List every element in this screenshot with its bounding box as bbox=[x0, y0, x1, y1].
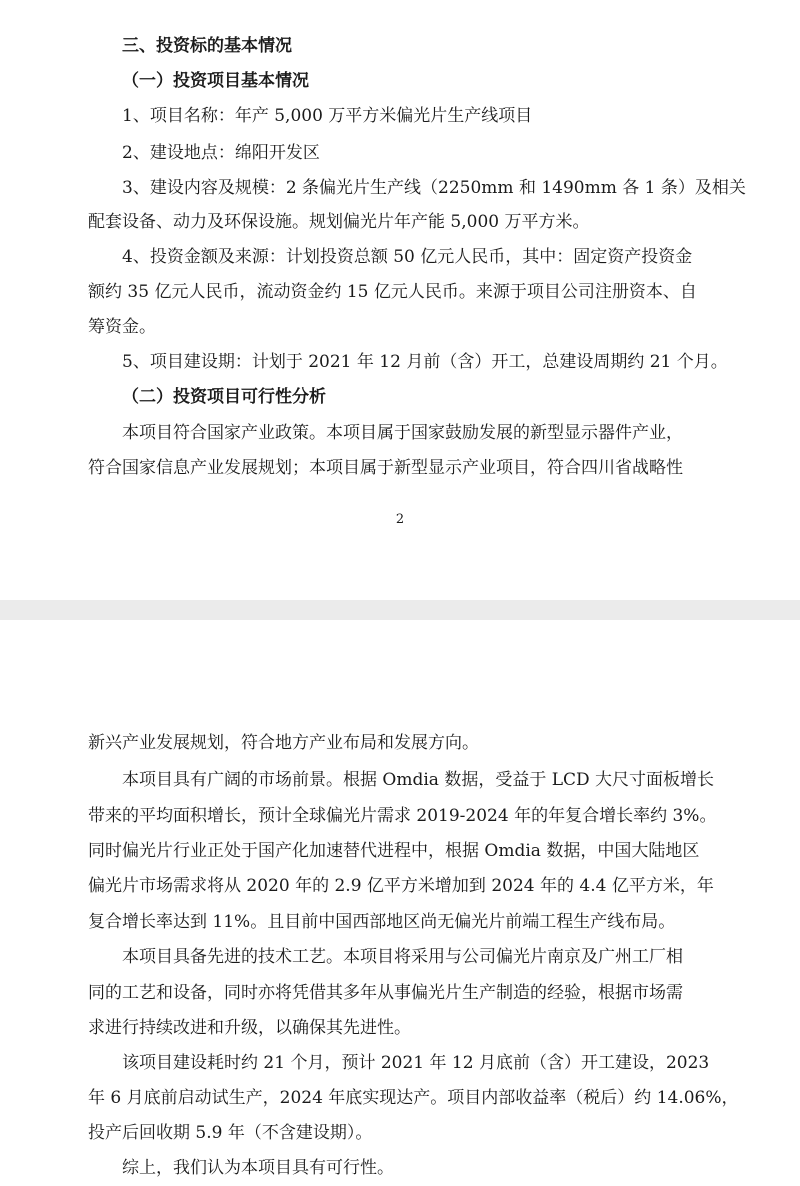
text-line: 本项目具备先进的技术工艺。本项目将采用与公司偏光片南京及广州工厂相 bbox=[122, 947, 683, 967]
text-line: 同时偏光片行业正处于国产化加速替代进程中，根据 Omdia 数据，中国大陆地区 bbox=[88, 841, 700, 861]
text-line: 带来的平均面积增长，预计全球偏光片需求 2019-2024 年的年复合增长率约 3%。 bbox=[88, 806, 717, 826]
text-line: 年 6 月底前启动试生产，2024 年底实现达产。项目内部收益率（税后）约 14.06%， bbox=[88, 1088, 739, 1108]
section-heading: 三、投资标的基本情况 bbox=[122, 36, 292, 56]
document-page-2 bbox=[0, 620, 800, 1186]
text-line: 5、项目建设期：计划于 2021 年 12 月前（含）开工，总建设周期约 21 个月。 bbox=[122, 352, 728, 372]
text-line: 投产后回收期 5.9 年（不含建设期）。 bbox=[88, 1123, 373, 1143]
text-line: 4、投资金额及来源：计划投资总额 50 亿元人民币，其中：固定资产投资金 bbox=[122, 247, 693, 267]
text-line: 3、建设内容及规模：2 条偏光片生产线（2250mm 和 1490mm 各 1 条）及相关 bbox=[122, 178, 746, 198]
text-line: 配套设备、动力及环保设施。规划偏光片年产能 5,000 万平方米。 bbox=[88, 212, 590, 232]
subsection-heading: （一）投资项目基本情况 bbox=[122, 71, 309, 91]
text-line: 本项目符合国家产业政策。本项目属于国家鼓励发展的新型显示器件产业， bbox=[122, 423, 683, 443]
text-line: 复合增长率达到 11%。且目前中国西部地区尚无偏光片前端工程生产线布局。 bbox=[88, 912, 676, 932]
text-line: 额约 35 亿元人民币，流动资金约 15 亿元人民币。来源于项目公司注册资本、自 bbox=[88, 282, 697, 302]
text-line: 综上，我们认为本项目具有可行性。 bbox=[122, 1158, 394, 1178]
text-line: 偏光片市场需求将从 2020 年的 2.9 亿平方米增加到 2024 年的 4.4 亿平方米，年 bbox=[88, 876, 714, 896]
text-line: 求进行持续改进和升级，以确保其先进性。 bbox=[88, 1018, 411, 1038]
text-line: 本项目具有广阔的市场前景。根据 Omdia 数据，受益于 LCD 大尺寸面板增长 bbox=[122, 770, 715, 790]
subsection-heading: （二）投资项目可行性分析 bbox=[122, 387, 326, 407]
page-number: 2 bbox=[395, 512, 405, 527]
text-line: 2、建设地点：绵阳开发区 bbox=[122, 143, 320, 163]
text-line: 新兴产业发展规划，符合地方产业布局和发展方向。 bbox=[88, 733, 479, 753]
text-line: 符合国家信息产业发展规划；本项目属于新型显示产业项目，符合四川省战略性 bbox=[88, 458, 683, 478]
text-line: 1、项目名称：年产 5,000 万平方米偏光片生产线项目 bbox=[122, 106, 533, 126]
page-separator bbox=[0, 600, 800, 620]
text-line: 同的工艺和设备，同时亦将凭借其多年从事偏光片生产制造的经验，根据市场需 bbox=[88, 983, 683, 1003]
text-line: 筹资金。 bbox=[88, 317, 156, 337]
text-line: 该项目建设耗时约 21 个月，预计 2021 年 12 月底前（含）开工建设，2023 bbox=[122, 1053, 710, 1073]
